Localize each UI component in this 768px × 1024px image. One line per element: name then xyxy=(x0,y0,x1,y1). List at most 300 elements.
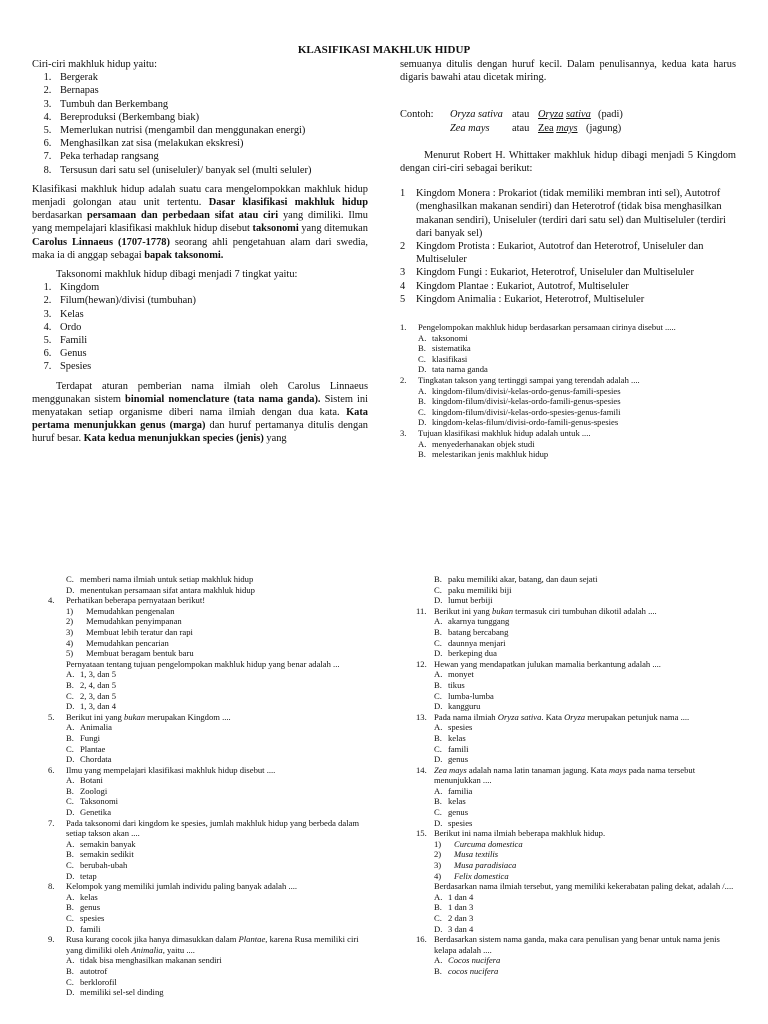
option-text: familia xyxy=(448,785,473,796)
kingdom-number: 1 xyxy=(400,188,406,200)
answer-option xyxy=(48,871,368,882)
answer-option xyxy=(48,691,368,702)
statement-item xyxy=(416,839,736,850)
option-text: Fungi xyxy=(80,732,101,743)
question-text: Berikut ini yang bukan merupakan Kingdom .... xyxy=(66,711,231,722)
kingdom-number: 5 xyxy=(400,293,406,305)
statement-item xyxy=(48,606,368,617)
option-letter: A. xyxy=(66,669,75,680)
level-item: 4. Ordo xyxy=(54,321,368,334)
question xyxy=(48,934,368,998)
option-letter: D. xyxy=(418,417,427,428)
option-letter: A. xyxy=(434,955,443,966)
option-text: kelas xyxy=(448,796,466,807)
option-text: Plantae xyxy=(80,743,106,754)
option-letter: D. xyxy=(66,807,75,818)
answer-option xyxy=(400,354,736,365)
trait-item: 4. Bereproduksi (Berkembang biak) xyxy=(54,111,368,124)
answer-option xyxy=(400,386,736,397)
statement-number: 2) xyxy=(434,849,442,860)
statement-number: 3) xyxy=(434,860,442,871)
option-letter: D. xyxy=(434,817,443,828)
option-letter: C. xyxy=(418,353,426,364)
option-letter: B. xyxy=(66,785,74,796)
answer-option xyxy=(400,439,736,450)
kingdom-item xyxy=(400,293,736,306)
kingdom-text: Kingdom Protista : Eukariot, Autotrof dan Heterotrof, Uniseluler dan Multiseluler xyxy=(416,241,704,266)
question-prompt: Berdasarkan nama ilmiah tersebut, yang memiliki kekerabatan paling dekat, adalah /.... xyxy=(434,881,734,892)
question xyxy=(48,765,368,818)
answer-option xyxy=(416,701,736,712)
level-item: 3. Kelas xyxy=(54,308,368,321)
question xyxy=(416,765,736,829)
trait-item: 8. Tersusun dari satu sel (uniseluler)/ banyak sel (multi seluler) xyxy=(54,164,368,177)
answer-option xyxy=(48,902,368,913)
option-letter: D. xyxy=(66,870,75,881)
option-text: monyet xyxy=(448,669,474,680)
option-letter: A. xyxy=(418,332,427,343)
question-number: 13. xyxy=(416,711,427,722)
option-letter: D. xyxy=(66,923,75,934)
option-text: semakin banyak xyxy=(80,838,136,849)
question-text: Berikut ini yang bukan termasuk ciri tumbuhan dikotil adalah .... xyxy=(434,605,657,616)
answer-option xyxy=(416,616,736,627)
option-text: memberi nama ilmiah untuk setiap makhluk hidup xyxy=(80,574,254,584)
option-text: paku memiliki biji xyxy=(448,584,512,595)
statement-text: Felix domestica xyxy=(454,870,509,881)
answer-option xyxy=(416,722,736,733)
trait-item: 6. Menghasilkan zat sisa (melakukan ekskresi) xyxy=(54,137,368,150)
option-letter: A. xyxy=(434,616,443,627)
option-text: berubah-ubah xyxy=(80,860,128,871)
statement-text: Memudahkan pencarian xyxy=(86,637,169,648)
answer-option xyxy=(416,818,736,829)
option-text: genus xyxy=(80,902,101,913)
option-text: 2, 4, dan 5 xyxy=(80,679,117,690)
levels-intro: Taksonomi makhluk hidup dibagi menjadi 7 tingkat yaitu: xyxy=(56,269,298,281)
answer-option xyxy=(416,786,736,797)
option-text: kingdom-filum/divisi/-kelas-ordo-genus-famili-spesies xyxy=(432,385,621,396)
option-letter: A. xyxy=(66,955,75,966)
column-right-top xyxy=(400,58,736,460)
answer-option xyxy=(400,396,736,407)
question-number: 12. xyxy=(416,658,427,669)
answer-option xyxy=(400,407,736,418)
binomial-paragraph: Terdapat aturan pemberian nama ilmiah oleh Carolus Linnaeus menggunakan sistem binomial nomenclature (tata nama ganda). Sistem ini menyatakan setiap organisme diberi nama ilmiah dengan dua kata. Kata pertama menunjukkan genus (marga) dan huruf pertamanya ditulis dengan huruf besar. Kata kedua menunjukkan species (jenis) yang xyxy=(32,380,369,445)
answer-option xyxy=(48,585,368,596)
statement-text: Memudahkan penyimpanan xyxy=(86,616,182,627)
option-text: autotrof xyxy=(80,965,108,976)
answer-option xyxy=(48,733,368,744)
answer-option xyxy=(416,680,736,691)
option-text: Cocos nucifera xyxy=(448,955,501,966)
option-letter: C. xyxy=(434,913,442,923)
option-letter: C. xyxy=(434,807,442,818)
level-item: 5. Famili xyxy=(54,334,368,347)
option-text: Botani xyxy=(80,775,103,786)
question xyxy=(416,934,736,976)
question-text: Pengelompokan makhluk hidup berdasarkan persamaan cirinya disebut ..... xyxy=(418,322,676,333)
option-letter: B. xyxy=(66,679,74,690)
option-text: menyederhanakan objek studi xyxy=(432,438,535,449)
question-text: Tingkatan takson yang tertinggi sampai yang terendah adalah .... xyxy=(418,375,640,386)
question xyxy=(400,428,736,460)
option-letter: C. xyxy=(434,743,442,754)
answer-option xyxy=(48,796,368,807)
kingdom-text: Kingdom Fungi : Eukariot, Heterotrof, Uniseluler dan Multiseluler xyxy=(416,267,694,279)
option-letter: A. xyxy=(66,722,75,733)
example-row-1: Contoh: Oryza sativa atau Oryza sativa (padi) xyxy=(400,109,623,121)
question-number: 7. xyxy=(48,817,55,828)
option-letter: B. xyxy=(434,902,442,913)
column-left-bottom xyxy=(48,574,368,998)
answer-option xyxy=(48,839,368,850)
statement-number: 5) xyxy=(66,648,74,659)
option-letter: B. xyxy=(434,574,442,584)
option-letter: C. xyxy=(434,637,442,648)
answer-option xyxy=(48,892,368,903)
statement-text: Curcuma domestica xyxy=(454,838,523,849)
statement-text: Membuat beragam bentuk baru xyxy=(86,648,194,659)
statement-item xyxy=(48,648,368,659)
question-number: 14. xyxy=(416,764,427,775)
option-text: genus xyxy=(448,754,469,765)
traits-list xyxy=(32,71,368,177)
question-number: 15. xyxy=(416,828,427,839)
answer-option xyxy=(416,807,736,818)
statement-item xyxy=(416,860,736,871)
question-stem xyxy=(400,322,736,333)
option-letter: A. xyxy=(66,775,75,786)
option-letter: A. xyxy=(434,891,443,902)
kingdom-item xyxy=(400,187,736,240)
option-letter: B. xyxy=(66,965,74,976)
question-text: Ilmu yang mempelajari klasifikasi makhluk hidup disebut .... xyxy=(66,764,276,775)
question xyxy=(48,818,368,882)
option-text: batang bercabang xyxy=(448,626,509,637)
answer-option xyxy=(400,343,736,354)
statement-text: Musa paradisiaca xyxy=(454,860,517,871)
option-text: berklorofil xyxy=(80,976,117,987)
question-number: 2. xyxy=(400,375,407,386)
question xyxy=(48,595,368,712)
kingdom-item xyxy=(400,266,736,279)
answer-option xyxy=(400,364,736,375)
answer-option xyxy=(48,722,368,733)
question-stem xyxy=(48,818,368,839)
option-text: kelas xyxy=(80,891,98,902)
option-text: tetap xyxy=(80,870,97,881)
question-number: 1. xyxy=(400,322,407,333)
kingdom-item xyxy=(400,280,736,293)
traits-intro: Ciri-ciri makhluk hidup yaitu: xyxy=(32,59,157,70)
option-text: spesies xyxy=(448,817,473,828)
statement-text: Membuat lebih teratur dan rapi xyxy=(86,626,193,637)
option-text: 1, 3, dan 5 xyxy=(80,669,117,680)
question-stem xyxy=(48,712,368,723)
column-left-top xyxy=(32,58,368,446)
answer-option xyxy=(400,417,736,428)
kingdom-text: Kingdom Animalia : Eukariot, Heterotrof, Multiseluler xyxy=(416,293,645,305)
answer-option xyxy=(416,733,736,744)
answer-option xyxy=(48,786,368,797)
trait-item: 5. Memerlukan nutrisi (mengambil dan menggunakan energi) xyxy=(54,124,368,137)
option-letter: A. xyxy=(418,438,427,449)
option-text: berkeping dua xyxy=(448,648,497,659)
answer-option xyxy=(48,987,368,998)
option-letter: B. xyxy=(434,965,442,976)
option-text: tata nama ganda xyxy=(432,364,488,375)
statement-number: 3) xyxy=(66,626,74,637)
option-text: Chordata xyxy=(80,754,112,765)
answer-option xyxy=(48,701,368,712)
answer-option xyxy=(416,892,736,903)
option-text: kingdom-filum/divisi/-kelas-ordo-famili-genus-spesies xyxy=(432,396,621,407)
option-text: spesies xyxy=(448,722,473,733)
kingdom-number: 3 xyxy=(400,267,406,279)
level-item: 6. Genus xyxy=(54,347,368,360)
option-letter: D. xyxy=(434,923,443,934)
answer-option xyxy=(48,913,368,924)
option-text: kingdom-kelas-filum/divisi-ordo-famili-genus-spesies xyxy=(432,417,619,428)
level-item: 2. Filum(hewan)/divisi (tumbuhan) xyxy=(54,294,368,307)
example-row-2: Zea mays atau Zea mays (jagung) xyxy=(450,122,622,134)
question-number: 6. xyxy=(48,764,55,775)
option-text: Animalia xyxy=(80,722,112,733)
question-stem xyxy=(416,712,736,723)
kingdom-item xyxy=(400,240,736,266)
question-number: 3. xyxy=(400,427,407,438)
option-text: akarnya tunggang xyxy=(448,616,510,627)
answer-option xyxy=(416,924,736,935)
option-text: taksonomi xyxy=(432,332,468,343)
whittaker-paragraph: Menurut Robert H. Whittaker makhluk hidup dibagi menjadi 5 Kingdom dengan ciri-ciri sebagai berikut: xyxy=(400,149,736,175)
answer-option xyxy=(48,807,368,818)
option-text: tikus xyxy=(448,679,465,690)
answer-option xyxy=(48,574,368,585)
question-text: Pada nama ilmiah Oryza sativa. Kata Oryza merupakan petunjuk nama .... xyxy=(434,711,690,722)
option-letter: B. xyxy=(434,626,442,637)
question xyxy=(400,322,736,375)
option-text: melestarikan jenis makhluk hidup xyxy=(432,449,549,460)
option-letter: B. xyxy=(66,732,74,743)
option-text: cocos nucifera xyxy=(448,965,499,976)
question-number: 4. xyxy=(48,595,55,606)
question-stem xyxy=(400,428,736,439)
option-text: memiliki sel-sel dinding xyxy=(80,987,164,998)
option-text: paku memiliki akar, batang, dan daun sejati xyxy=(448,574,598,584)
option-letter: C. xyxy=(66,913,74,923)
option-text: lumut berbiji xyxy=(448,595,493,606)
option-text: 1 dan 3 xyxy=(448,902,474,913)
answer-option xyxy=(48,955,368,966)
question-text: Pada taksonomi dari kingdom ke spesies, jumlah makhluk hidup yang berbeda dalam setiap takson akan .... xyxy=(66,817,360,839)
option-letter: C. xyxy=(434,690,442,701)
option-letter: C. xyxy=(66,743,74,754)
question-stem xyxy=(416,765,736,786)
answer-option xyxy=(48,924,368,935)
option-text: klasifikasi xyxy=(432,353,468,364)
option-letter: B. xyxy=(434,796,442,807)
answer-option xyxy=(416,966,736,977)
question-text: Tujuan klasifikasi makhluk hidup adalah untuk .... xyxy=(418,427,591,438)
question-number: 16. xyxy=(416,934,427,945)
answer-option xyxy=(416,796,736,807)
answer-option xyxy=(48,669,368,680)
statement-item xyxy=(416,849,736,860)
option-text: genus xyxy=(448,807,469,818)
binomial-continuation: semuanya ditulis dengan huruf kecil. Dalam penulisannya, kedua kata harus digaris bawahi atau dicetak miring. xyxy=(400,59,736,84)
statement-text: Memudahkan pengenalan xyxy=(86,605,175,616)
option-text: famili xyxy=(448,743,469,754)
option-letter: B. xyxy=(434,679,442,690)
option-letter: D. xyxy=(66,987,75,998)
option-text: lumba-lumba xyxy=(448,690,494,701)
question-text: Zea mays adalah nama latin tanaman jagung. Kata mays pada nama tersebut menunjukkan .... xyxy=(434,764,696,786)
option-letter: D. xyxy=(418,364,427,375)
option-text: 1 dan 4 xyxy=(448,891,474,902)
option-text: Genetika xyxy=(80,807,112,818)
question-stem xyxy=(416,828,736,839)
statement-item xyxy=(48,638,368,649)
option-text: kangguru xyxy=(448,701,481,712)
option-letter: C. xyxy=(66,976,74,987)
answer-option xyxy=(416,691,736,702)
answer-option xyxy=(416,638,736,649)
option-letter: D. xyxy=(434,595,443,606)
statement-item xyxy=(416,871,736,882)
question-stem xyxy=(48,595,368,606)
question-stem xyxy=(48,765,368,776)
page-title: KLASIFIKASI MAKHLUK HIDUP xyxy=(297,44,471,56)
question-number: 8. xyxy=(48,881,55,892)
answer-option xyxy=(400,449,736,460)
question-text: Rusa kurang cocok jika hanya dimasukkan dalam Plantae, karena Rusa memiliki ciri yang dimiliki oleh Animalia, yaitu .... xyxy=(66,934,359,955)
statement-number: 1) xyxy=(434,838,442,849)
option-letter: D. xyxy=(434,701,443,712)
question-text: Kelompok yang memiliki jumlah individu paling banyak adalah .... xyxy=(66,881,298,892)
trait-item: 3. Tumbuh dan Berkembang xyxy=(54,98,368,111)
option-text: sistematika xyxy=(432,343,471,354)
statement-item xyxy=(48,616,368,627)
answer-option xyxy=(48,754,368,765)
question xyxy=(416,712,736,765)
question xyxy=(400,375,736,428)
kingdom-text: Kingdom Monera : Prokariot (tidak memiliki membran inti sel), Autotrof (menghasilkan makanan sendiri) dan Heterotrof (tidak bisa menghasilkan makanan sendiri), Uniseluler (terdiri dari satu sel) dan Multiseluler (terdiri dari banyak sel) xyxy=(416,188,726,239)
option-text: 1, 3, dan 4 xyxy=(80,701,117,712)
option-letter: B. xyxy=(66,849,74,860)
statement-number: 1) xyxy=(66,605,74,616)
answer-option xyxy=(416,913,736,924)
answer-option xyxy=(48,680,368,691)
option-letter: D. xyxy=(434,754,443,765)
option-letter: B. xyxy=(434,732,442,743)
option-text: menentukan persamaan sifat antara makhluk hidup xyxy=(80,584,255,595)
question-text: Berdasarkan sistem nama ganda, maka cara penulisan yang benar untuk nama jenis kelapa adalah .... xyxy=(434,934,720,955)
question-stem xyxy=(48,934,368,955)
answer-option xyxy=(416,955,736,966)
option-letter: D. xyxy=(66,701,75,712)
question-text: Berikut ini nama ilmiah beberapa makhluk hidup. xyxy=(434,828,606,839)
question-number: 11. xyxy=(416,605,427,616)
question-number: 5. xyxy=(48,711,55,722)
option-text: 2, 3, dan 5 xyxy=(80,690,117,701)
option-letter: A. xyxy=(434,785,443,796)
option-letter: D. xyxy=(66,584,75,595)
answer-option xyxy=(416,754,736,765)
question-text: Hewan yang mendapatkan julukan mamalia berkantung adalah .... xyxy=(434,658,661,669)
answer-option xyxy=(416,595,736,606)
option-letter: C. xyxy=(434,584,442,595)
levels-list xyxy=(32,281,368,373)
option-text: tidak bisa menghasilkan makanan sendiri xyxy=(80,955,222,966)
option-text: 3 dan 4 xyxy=(448,923,474,934)
option-text: Taksonomi xyxy=(80,796,119,807)
answer-option xyxy=(48,775,368,786)
trait-item: 1. Bergerak xyxy=(54,71,368,84)
option-letter: C. xyxy=(66,574,74,584)
kingdom-text: Kingdom Plantae : Eukariot, Autotrof, Multiseluler xyxy=(416,280,629,292)
option-letter: B. xyxy=(418,343,426,354)
option-letter: A. xyxy=(66,838,75,849)
level-item: 7. Spesies xyxy=(54,360,368,373)
question-text: Perhatikan beberapa pernyataan berikut! xyxy=(66,595,206,606)
answer-option xyxy=(416,627,736,638)
option-letter: C. xyxy=(66,690,74,701)
column-right-bottom xyxy=(416,574,736,977)
statement-item xyxy=(48,627,368,638)
option-letter: D. xyxy=(66,754,75,765)
option-text: kelas xyxy=(448,732,466,743)
option-text: daunnya menjari xyxy=(448,637,506,648)
answer-option xyxy=(416,744,736,755)
option-letter: A. xyxy=(434,722,443,733)
question-stem xyxy=(416,659,736,670)
option-letter: C. xyxy=(66,796,74,807)
kingdom-list xyxy=(400,187,736,306)
statement-number: 4) xyxy=(66,637,74,648)
option-letter: B. xyxy=(418,449,426,460)
question-prompt: Pernyataan tentang tujuan pengelompokan makhluk hidup yang benar adalah ... xyxy=(66,658,340,669)
kingdom-number: 4 xyxy=(400,280,406,292)
question-stem xyxy=(48,881,368,892)
option-text: famili xyxy=(80,923,101,934)
questions-1-3 xyxy=(400,322,736,460)
question-stem xyxy=(400,375,736,386)
question xyxy=(416,828,736,934)
option-letter: B. xyxy=(418,396,426,407)
answer-option xyxy=(416,902,736,913)
level-item: 1. Kingdom xyxy=(54,281,368,294)
option-letter: D. xyxy=(434,648,443,659)
option-letter: A. xyxy=(66,891,75,902)
question-stem xyxy=(416,934,736,955)
trait-item: 2. Bernapas xyxy=(54,84,368,97)
option-text: spesies xyxy=(80,913,105,923)
answer-option xyxy=(416,648,736,659)
classification-paragraph: Klasifikasi makhluk hidup adalah suatu cara mengelompokkan makhluk hidup menjadi golongan atau unit tertentu. Dasar klasifikasi makhluk hidup berdasarkan persamaan dan perbedaan sifat atau ciri yang dimiliki. Ilmu yang mempelajari klasifikasi makhluk hidup disebut taksonomi yang ditemukan Carolus Linnaeus (1707-1778) seorang ahli pengetahuan alam dari swedia, maka ia di anggap sebagai bapak taksonomi. xyxy=(32,183,368,261)
option-letter: A. xyxy=(434,669,443,680)
statement-number: 2) xyxy=(66,616,74,627)
option-text: 2 dan 3 xyxy=(448,913,474,923)
statement-number: 4) xyxy=(434,870,442,881)
question-number: 9. xyxy=(48,934,55,945)
option-letter: B. xyxy=(66,902,74,913)
option-letter: C. xyxy=(418,406,426,417)
answer-option xyxy=(416,585,736,596)
option-text: Zoologi xyxy=(80,785,108,796)
option-text: kingdom-filum/divisi/-kelas-ordo-spesies-genus-famili xyxy=(432,406,621,417)
